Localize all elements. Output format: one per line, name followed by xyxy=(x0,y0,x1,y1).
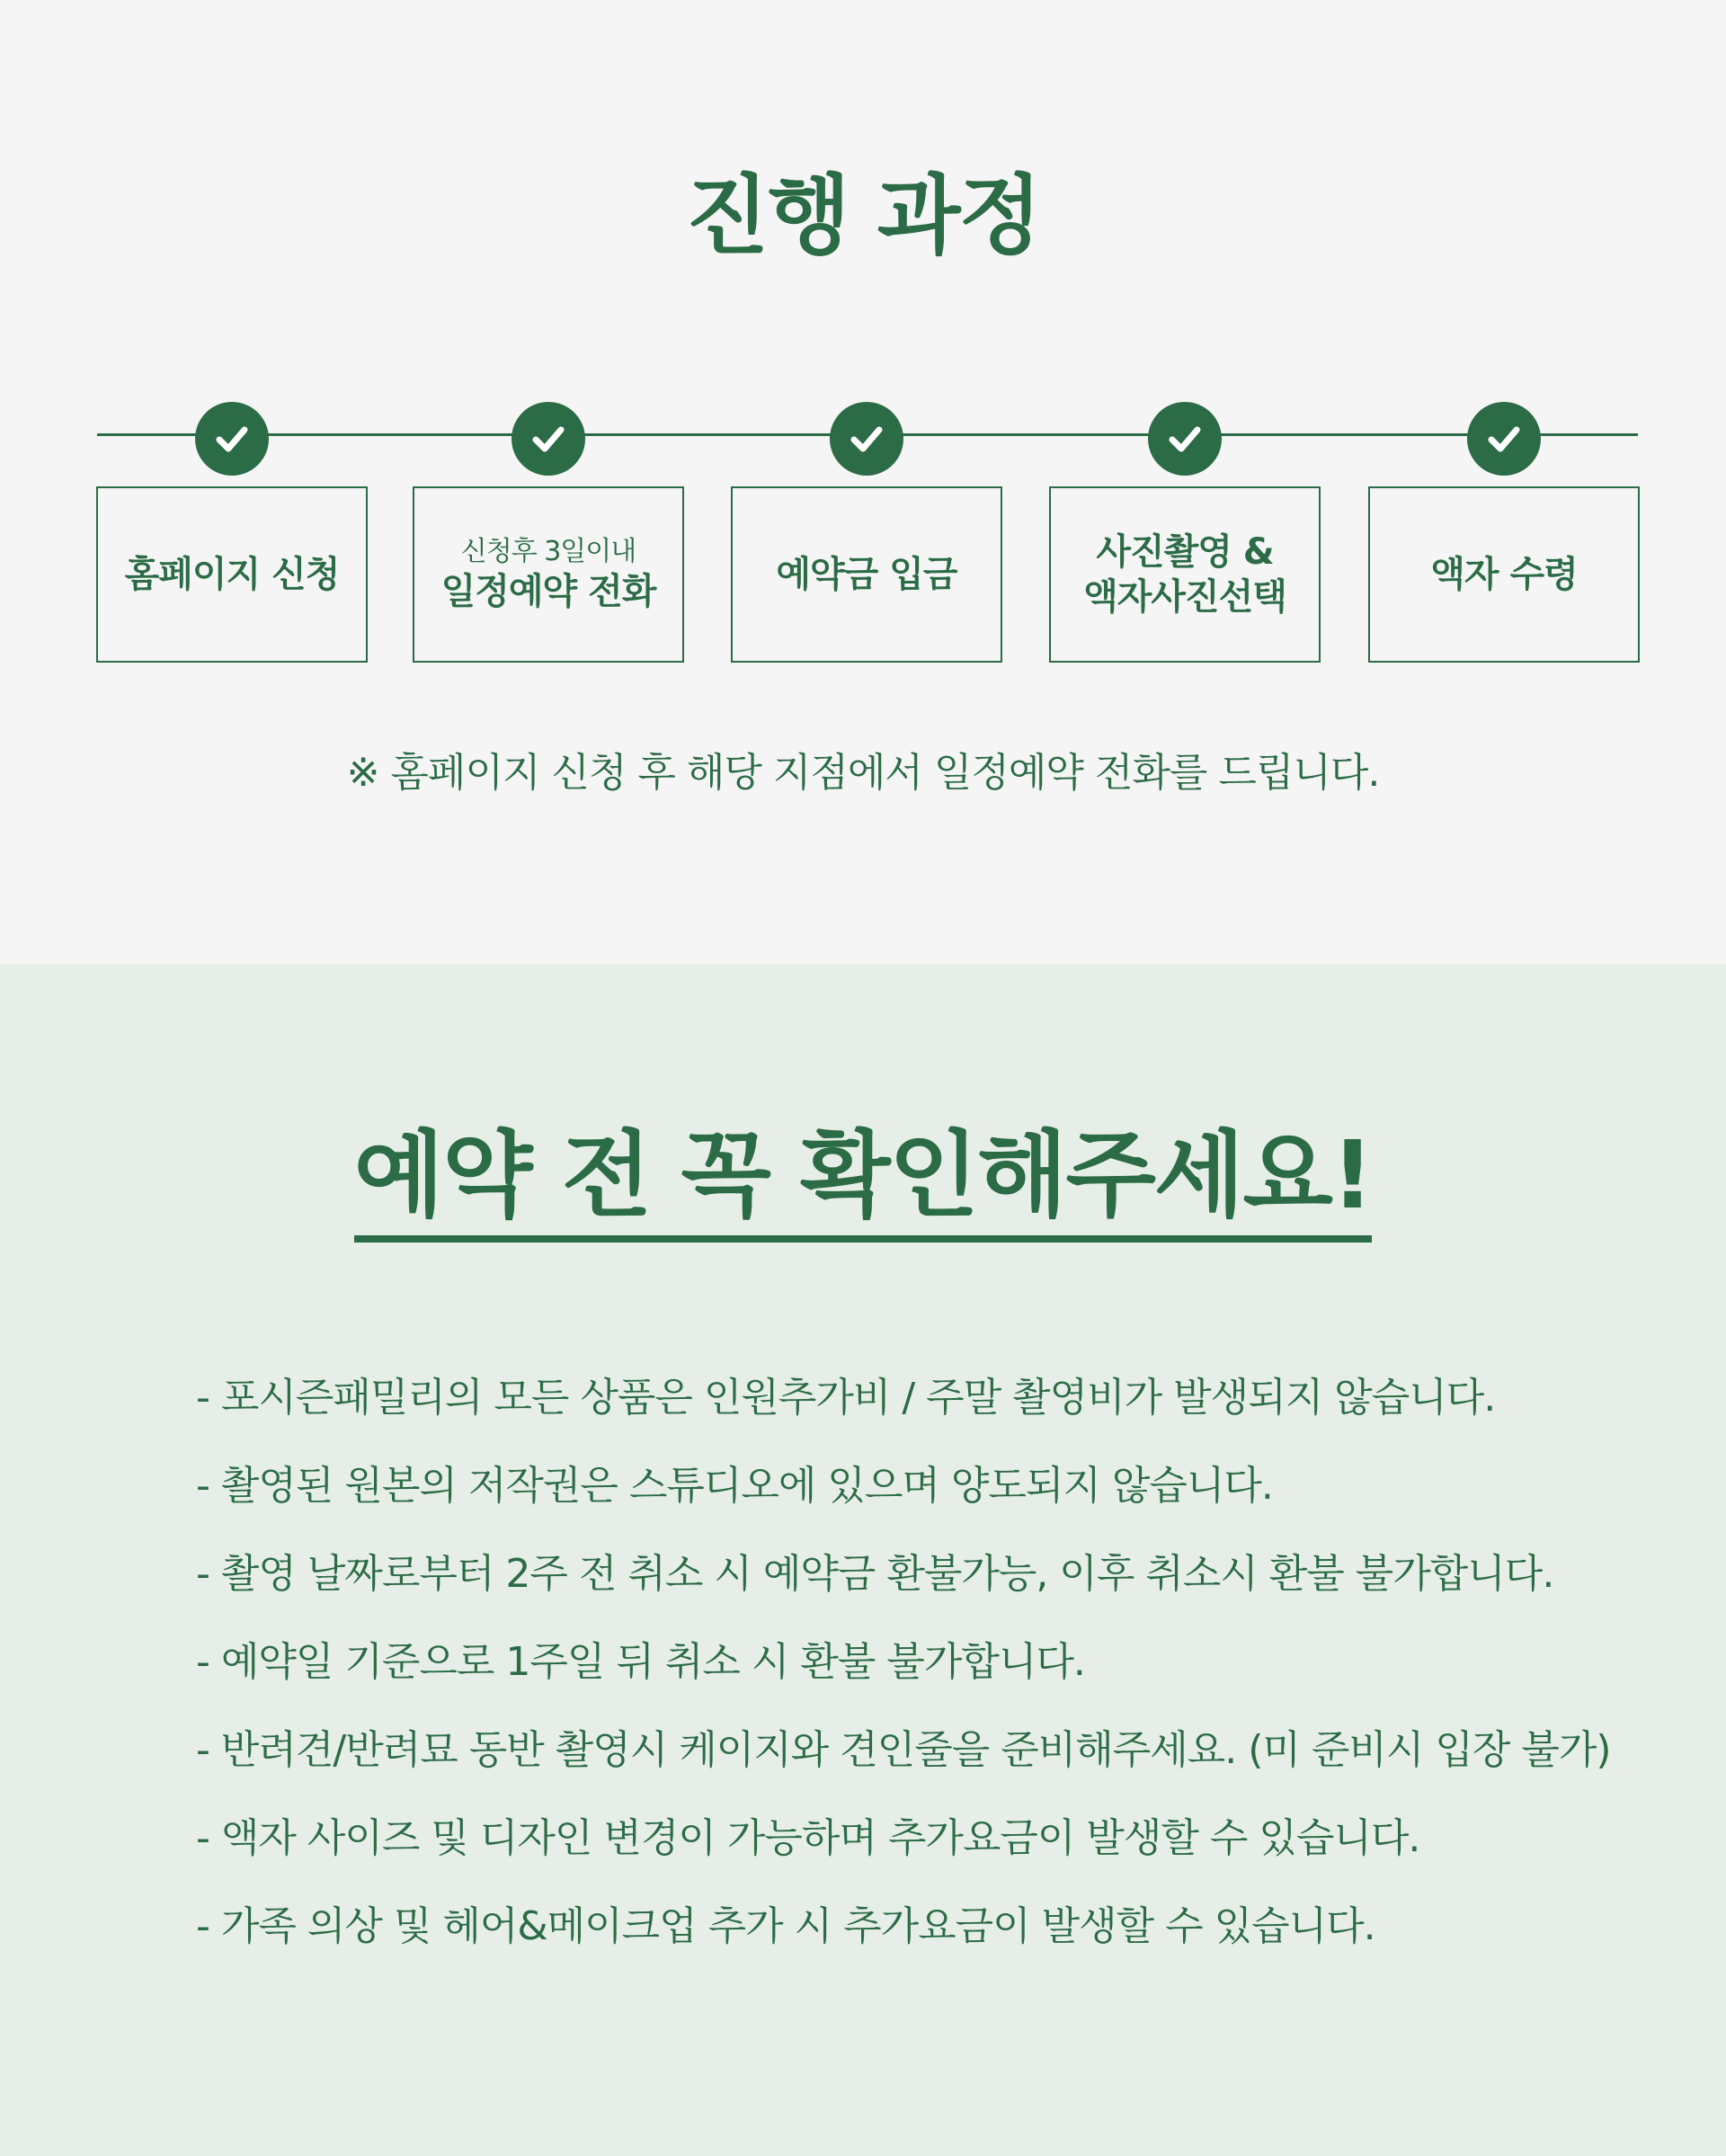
step-box xyxy=(96,486,368,663)
check-icon xyxy=(1467,402,1541,476)
process-step-3 xyxy=(731,0,1002,665)
step-box xyxy=(413,486,684,663)
notice-title xyxy=(0,1108,1726,1243)
step-label: 예약금 입금 xyxy=(776,554,957,595)
notice-list xyxy=(196,1354,1688,1971)
step-label: 홈페이지 신청 xyxy=(124,554,340,595)
step-box xyxy=(731,486,1002,663)
process-section xyxy=(0,0,1726,964)
process-step-1 xyxy=(96,0,368,665)
process-step-4 xyxy=(1049,0,1321,665)
process-note: ※ 홈페이지 신청 후 해당 지점에서 일정예약 전화를 드립니다. xyxy=(346,750,1380,796)
process-title: 진행 과정 xyxy=(685,165,1041,266)
step-label: 액자 수령 xyxy=(1430,554,1578,595)
notice-item: - 촬영 날짜로부터 2주 전 취소 시 예약금 환불가능, 이후 취소시 환불 불가합니다. xyxy=(196,1551,1554,1597)
notice-item: - 가족 의상 및 헤어&메이크업 추가 시 추가요금이 발생할 수 있습니다. xyxy=(196,1903,1375,1949)
process-step-2 xyxy=(413,0,684,665)
notice-title-text: 예약 전 꼭 확인해주세요! xyxy=(354,1117,1373,1243)
notice-item: - 촬영된 원본의 저작권은 스튜디오에 있으며 양도되지 않습니다. xyxy=(196,1463,1273,1509)
step-label: 일정예약 전화 xyxy=(440,571,656,612)
step-label: 사진촬영 & xyxy=(1096,531,1274,573)
step-label-line2: 액자사진선택 xyxy=(1083,576,1286,618)
check-icon xyxy=(195,402,269,476)
notice-item: - 액자 사이즈 및 디자인 변경이 가능하며 추가요금이 발생할 수 있습니다. xyxy=(196,1815,1420,1861)
notice-item: - 포시즌패밀리의 모든 상품은 인원추가비 / 주말 촬영비가 발생되지 않습니다. xyxy=(196,1375,1496,1421)
notice-item: - 예약일 기준으로 1주일 뒤 취소 시 환불 불가합니다. xyxy=(196,1639,1085,1685)
check-icon xyxy=(830,402,903,476)
step-box xyxy=(1368,486,1640,663)
step-sublabel: 신청후 3일이내 xyxy=(460,536,636,567)
check-icon xyxy=(1148,402,1222,476)
check-icon xyxy=(512,402,585,476)
notice-item: - 반려견/반려묘 동반 촬영시 케이지와 견인줄을 준비해주세요. (미 준비시 입장 불가) xyxy=(196,1727,1611,1773)
process-step-5 xyxy=(1368,0,1640,665)
step-box xyxy=(1049,486,1321,663)
